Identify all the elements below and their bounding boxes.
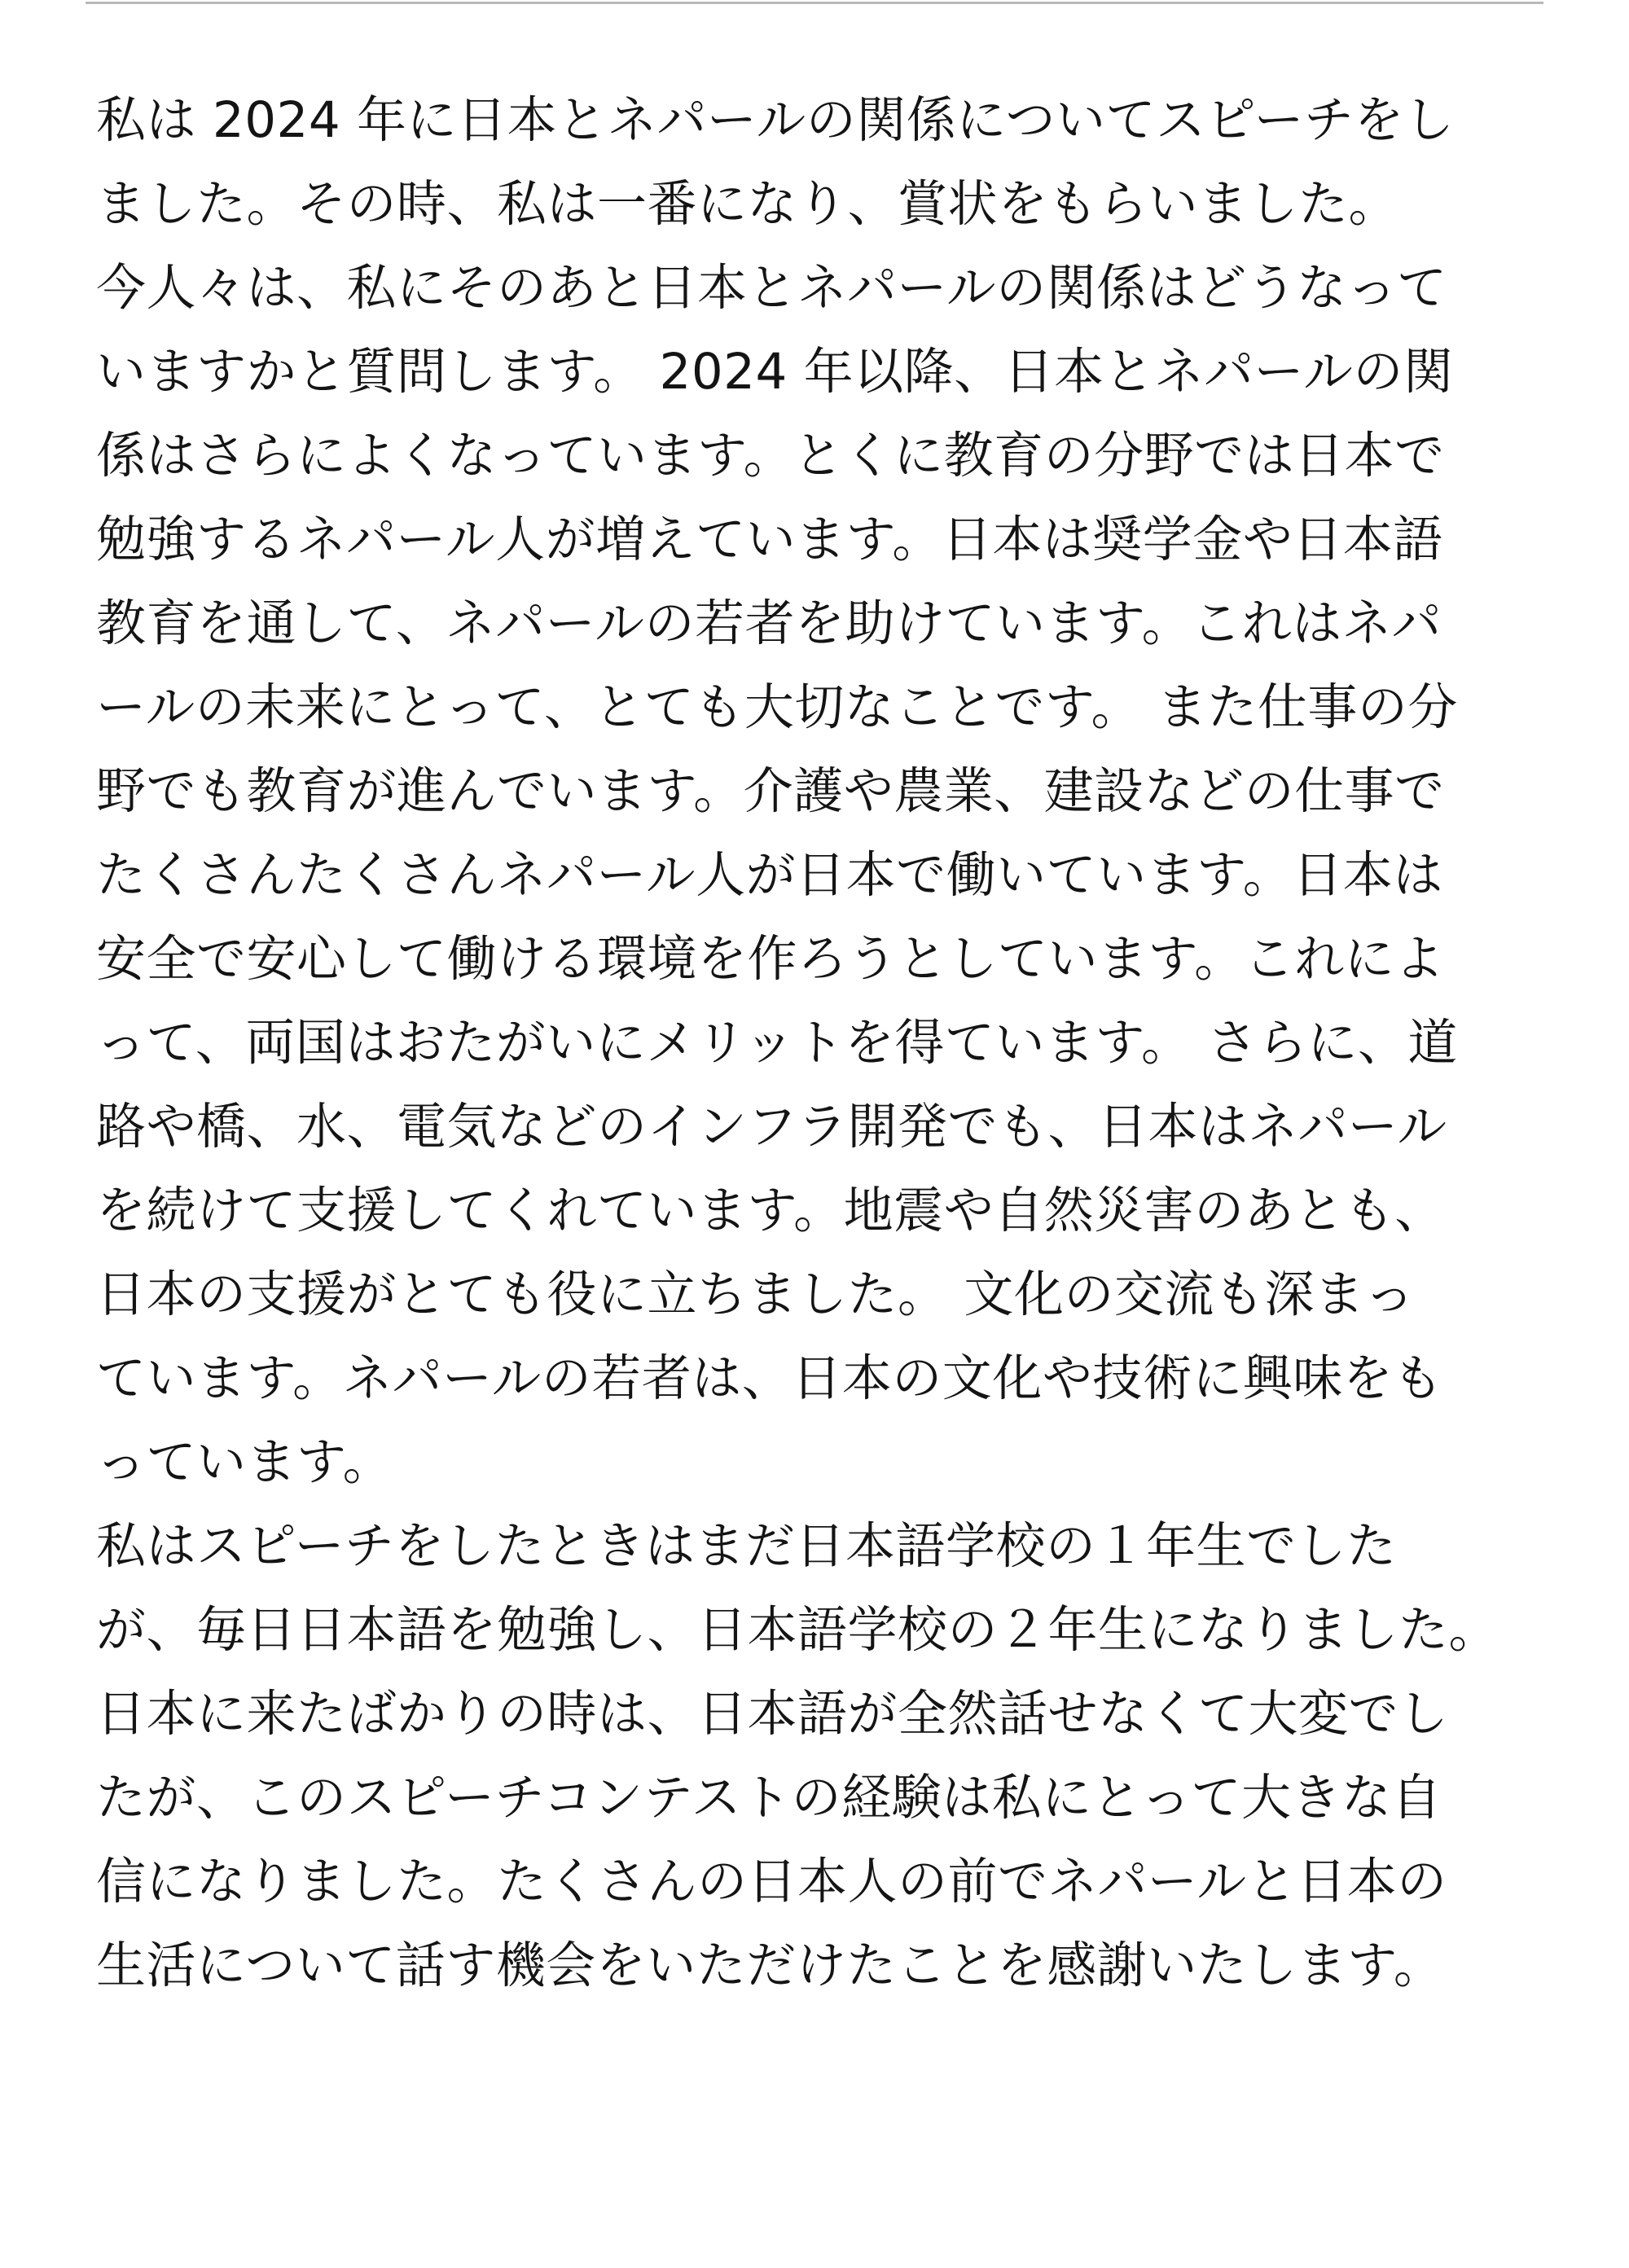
text-line: 安全で安心して働ける環境を作ろうとしています。これによ — [96, 930, 1445, 988]
text-line: 野でも教育が進んでいます。介護や農業、建設などの仕事で — [96, 762, 1445, 820]
text-line: 今人々は、私にそのあと日本とネパールの関係はどうなって — [96, 259, 1447, 317]
text-line: を続けて支援してくれています。地震や自然災害のあとも、 — [96, 1182, 1445, 1239]
text-line: 教育を通して、ネパールの若者を助けています。これはネパ — [96, 594, 1442, 652]
text-line: 日本の支援がとても役に立ちました。 文化の交流も深まっ — [96, 1266, 1415, 1323]
text-line: 私は 2024 年に日本とネパールの関係についてスピーチをし — [96, 91, 1455, 149]
text-line: ました。その時、私は一番になり、賞状をもらいました。 — [96, 175, 1399, 233]
text-line: 係はさらによくなっています。とくに教育の分野では日本で — [96, 427, 1445, 485]
text-line: っています。 — [96, 1433, 393, 1491]
text-line: 信になりました。たくさんの日本人の前でネパールと日本の — [96, 1853, 1447, 1910]
text-line: たくさんたくさんネパール人が日本で働いています。日本は — [96, 846, 1443, 904]
text-line: 路や橋、水、電気などのインフラ開発でも、日本はネパール — [96, 1098, 1447, 1156]
top-rule — [86, 2, 1543, 4]
text-line: が、毎日日本語を勉強し、日本語学校の２年生になりました。 — [96, 1601, 1499, 1659]
text-line: って、両国はおたがいにメリットを得ています。 さらに、道 — [96, 1014, 1458, 1072]
text-line: 私はスピーチをしたときはまだ日本語学校の１年生でした — [96, 1517, 1397, 1575]
text-line: 勉強するネパール人が増えています。日本は奨学金や日本語 — [96, 511, 1443, 568]
text-line: いますかと質問します。 2024 年以降、日本とネパールの関 — [96, 343, 1454, 401]
text-line: 生活について話す機会をいただけたことを感謝いたします。 — [96, 1937, 1444, 1994]
text-line: ています。ネパールの若者は、日本の文化や技術に興味をも — [96, 1349, 1443, 1407]
text-line: たが、このスピーチコンテストの経験は私にとって大きな自 — [96, 1769, 1442, 1827]
text-line: 日本に来たばかりの時は、日本語が全然話せなくて大変でし — [96, 1685, 1449, 1743]
text-line: ールの未来にとって、とても大切なことです。 また仕事の分 — [96, 678, 1458, 736]
essay-body — [96, 78, 1546, 2007]
